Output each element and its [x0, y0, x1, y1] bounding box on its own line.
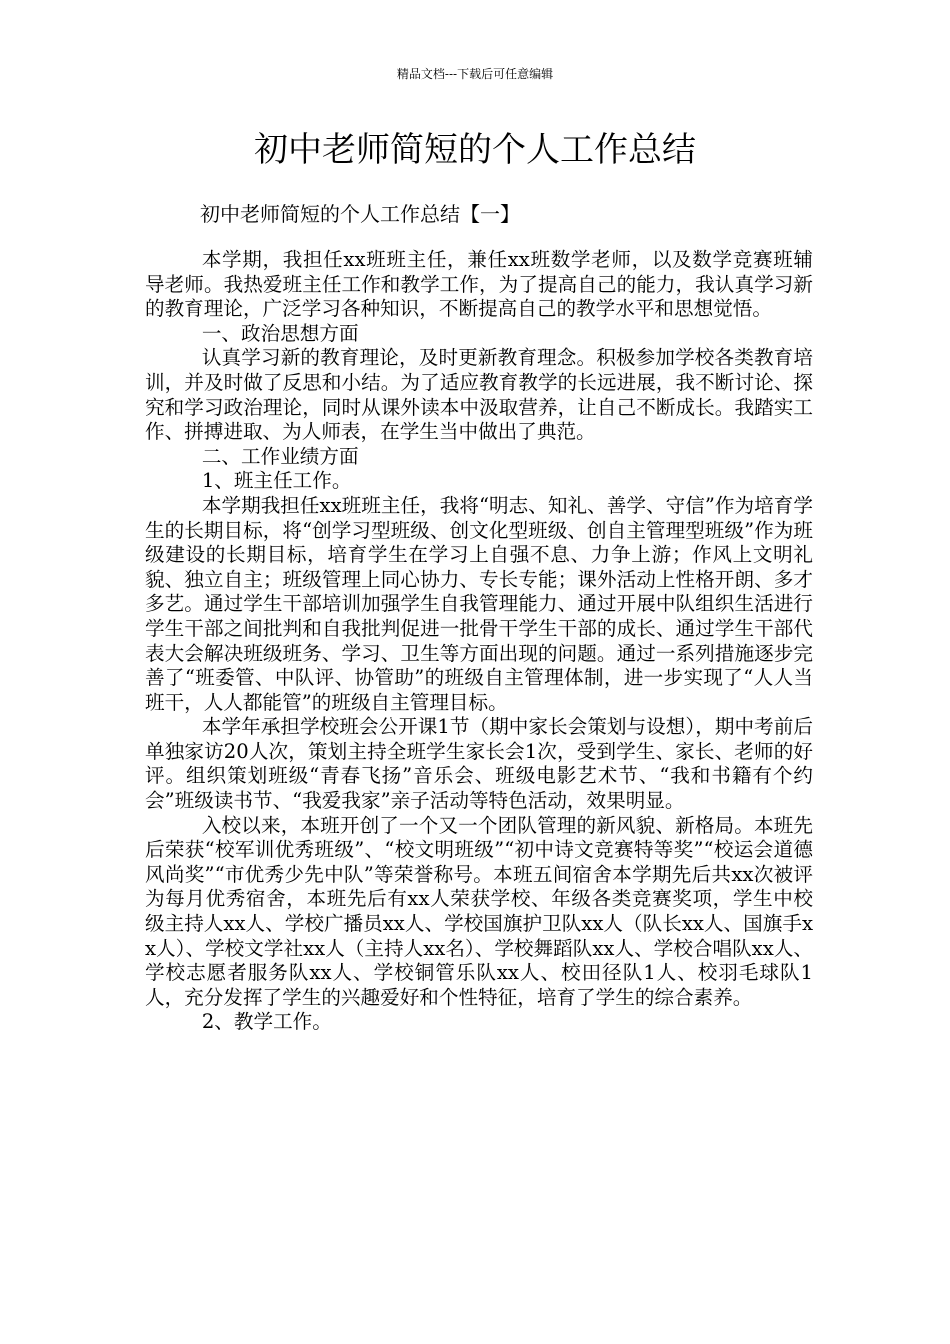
paragraph-intro: 本学期，我担任xx班班主任，兼任xx班数学老师，以及数学竞赛班辅导老师。我热爱班主任工作和教学工作，为了提高自己的能力，我认真学习新的教育理论，广泛学习各种知识，不断提高自己的教学水平和思想觉悟。 [145, 248, 813, 321]
header-note: 精品文档---下载后可任意编辑 [396, 67, 554, 81]
section-subtitle: 初中老师简短的个人工作总结【一】 [200, 202, 520, 226]
paragraph-politics: 认真学习新的教育理论，及时更新教育理念。积极参加学校各类教育培训，并及时做了反思和小结。为了适应教育教学的长远进展，我不断讨论、探究和学习政治理论，同时从课外读本中汲取营养，让自己不断成长。我踏实工作、拼搏进取、为人师表，在学生当中做出了典范。 [145, 346, 813, 444]
paragraph-honors: 入校以来，本班开创了一个又一个团队管理的新风貌、新格局。本班先后荣获“校军训优秀班级”、“校文明班级”“初中诗文竞赛特等奖”“校运会道德风尚奖”“市优秀少先中队”等荣誉称号。本班五间宿舍本学期先后共xx次被评为每月优秀宿舍，本班先后有xx人荣获学校、年级各类竞赛奖项，学生中校级主持人xx人、学校广播员xx人、学校国旗护卫队xx人（队长xx人、国旗手xx人）、学校文学社xx人（主持人xx名）、学校舞蹈队xx人、学校合唱队xx人、学校志愿者服务队xx人、学校铜管乐队xx人、校田径队1人、校羽毛球队1人，充分发挥了学生的兴趣爱好和个性特征，培育了学生的综合素养。 [145, 813, 813, 1009]
heading-class-teacher: 1、班主任工作。 [201, 469, 352, 493]
heading-politics: 一、政治思想方面 [201, 321, 359, 345]
document-body [145, 248, 813, 1035]
heading-achievements: 二、工作业绩方面 [201, 444, 359, 468]
document-title: 初中老师简短的个人工作总结 [254, 130, 696, 170]
paragraph-activities: 本学年承担学校班会公开课1节（期中家长会策划与设想），期中考前后单独家访20人次，策划主持全班学生家长会1次，受到学生、家长、老师的好评。组织策划班级“青春飞扬”音乐会、班级电影艺术节、“我和书籍有个约会”班级读书节、“我爱我家”亲子活动等特色活动，效果明显。 [145, 715, 813, 813]
paragraph-class-teacher: 本学期我担任xx班班主任，我将“明志、知礼、善学、守信”作为培育学生的长期目标，将“创学习型班级、创文化型班级、创自主管理型班级”作为班级建设的长期目标，培育学生在学习上自强不息、力争上游；作风上文明礼貌、独立自主；班级管理上同心协力、专长专能；课外活动上性格开朗、多才多艺。通过学生干部培训加强学生自我管理能力、通过开展中队组织生活进行学生干部之间批判和自我批判促进一批骨干学生干部的成长、通过学生干部代表大会解决班级班务、学习、卫生等方面出现的问题。通过一系列措施逐步完善了“班委管、中队评、协管助”的班级自主管理体制，进一步实现了“人人当班干，人人都能管”的班级自主管理目标。 [145, 493, 813, 714]
heading-teaching: 2、教学工作。 [201, 1010, 332, 1034]
